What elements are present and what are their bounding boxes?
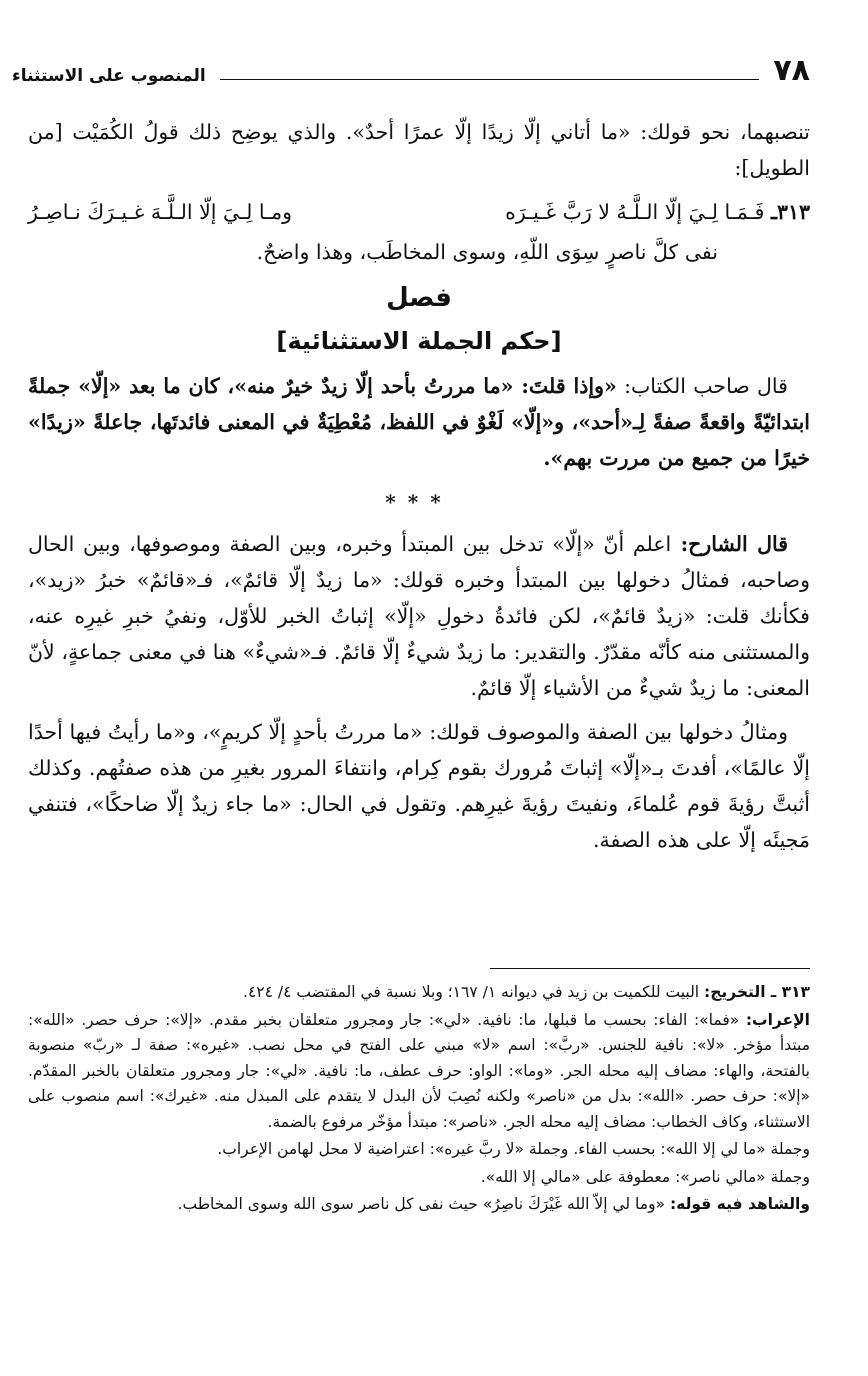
verse-first-text: فَـمَـا لِـيَ إلّا الـلَّـهُ لا رَبَّ غَـيـرَه (505, 200, 765, 224)
paragraph-examples: ومثالُ دخولها بين الصفة والموصوف قولك: «ما مررتُ بأحدٍ إلّا كريمٍ»، و«ما رأيتُ فيها أحدًا إلّا عالمًا»، أفدتَ بـ«إلّا» إثباتَ مُرورك بقوم كِرام، وانتفاءَ المرور بغيرِ من هذه صفتُهم. وكذلك أثبتَّ رؤيةَ قوم عُلماءَ، ونفيتَ رؤيةَ غيرِهم. وتقول في الحال: «ما جاء زيدٌ إلّا ضاحكًا»، فتنفي مَجيئَه إلّا على هذه الصفة. (28, 720, 810, 852)
shahid-text: «وما لي إلاّ الله غَيْرَكَ ناصِرُ» حيث نفى كل ناصر سوى الله وسوى المخاطب. (177, 1195, 666, 1213)
commentator-label: قال الشارح: (671, 532, 789, 556)
shahid-label: والشاهد فيه قوله: (669, 1195, 810, 1213)
author-quote-text: «وإذا قلتَ: «ما مررتُ بأحد إلّا زيدٌ خيرٌ منه»، كان ما بعد «إلّا» جملةً ابتدائيّةً واقعةً صفةً لِـ«أحد»، و«إلّا» لَغْوٌ في اللفظ، مُعْطِيَةٌ في المعنى فائدتَها، جاعلةً «زيدًا» خيرًا من جميع من مررت بهم». (28, 374, 810, 470)
footnote-takhrij (28, 980, 810, 1006)
author-quote (28, 368, 810, 476)
paragraph-intro: تنصبهما، نحو قولك: «ما أتاني إلّا زيدًا إلّا عمرًا أحدٌ». والذي يوضِح ذلك قولُ الكُمَيْت [من الطويل]: (28, 120, 810, 180)
irab-text: «فما»: الفاء: بحسب ما قبلها، ما: نافية. «لي»: جار ومجرور متعلقان بخبر مقدم. «إلا»: حرف حصر. «الله»: مبتدأ مؤخر. «لا»: نافية للجنس. «ربَّ»: اسم «لا» مبني على الفتح في محل نصب. «غيره»: صفة لـ «ربّ» منصوبة بالفتحة، والهاء: مضاف إليه محله الجر. «وما»: الواو: حرف عطف، ما: نافية. «لي»: جار ومجرور متعلقان بالخبر المقدّم. «إلا»: حرف حصر. «الله»: بدل من «ناصر» ولكنه نُصِبَ لأن البدل لا يتقدم على المبدل منه. «غيرك»: اسم منصوب على الاستثناء، وكاف الخطاب: مضاف إليه محله الجر. «ناصر»: مبتدأ مؤخّر مرفوع بالضمة. (28, 1010, 810, 1131)
verse-second-hemistich: ومـا لِـيَ إلّا الـلَّـهَ غـيـرَكَ نـاصِـرُ (28, 200, 292, 224)
commentary-paragraph (28, 526, 810, 706)
verse-first-hemistich (505, 194, 810, 230)
header-rule (220, 79, 760, 80)
takhrij-text: البيت للكميت بن زيد في ديوانه ١/ ١٦٧؛ وبلا نسبة في المقتضب ٤/ ٤٢٤. (243, 983, 700, 1001)
footnote-jumla-2: وجملة «مالي ناصر»: معطوفة على «مالي إلا الله». (480, 1167, 810, 1186)
main-text (28, 114, 810, 866)
footnote-shahid (28, 1192, 810, 1218)
separator-stars: *** (385, 490, 453, 514)
page-number: ٧٨ (773, 53, 810, 88)
footnote-rule (490, 968, 810, 969)
running-title: المنصوب على الاستثناء (12, 66, 206, 86)
irab-label: الإعراب: (745, 1010, 810, 1029)
verse-explanation: نفى كلَّ ناصرٍ سِوَى اللّهِ، وسوى المخاطَب، وهذا واضحٌ. (256, 240, 718, 264)
verse-number: ٣١٣ـ (770, 200, 810, 224)
footnotes (28, 980, 810, 1220)
footnote-jumla-1: وجملة «ما لي إلا الله»: بحسب الفاء. وجملة «لا ربَّ غيره»: اعتراضية لا محل لهامن الإعراب. (217, 1140, 810, 1158)
footnote-irab (28, 1008, 810, 1136)
author-quote-intro: قال صاحب الكتاب: (616, 374, 788, 398)
commentary-text: اعلم أنّ «إلّا» تدخل بين المبتدأ وخبره، وبين الصفة وموصوفها، وبين الحال وصاحبه، فمثالُ دخولها بين المبتدأ وخبره قولك: «ما زيدٌ إلّا قائمٌ»، فـ«قائمٌ» خبرُ «زيد»، فكأنك قلت: «زيدٌ قائمٌ»، لكن فائدةُ دخولِ «إلّا» إثباتُ الخبر للأوّل، ونفيُ خبرِ غيرِه عنه، والمستثنى منه كأنّه مقدّرٌ. والتقدير: ما زيدٌ شيءٌ إلّا قائمٌ. فـ«شيءٌ» هنا في معنى جماعةٍ، لأنّ المعنى: ما زيدٌ شيءٌ من الأشياء إلّا قائمٌ. (28, 532, 810, 700)
poetry-verse (28, 194, 810, 230)
takhrij-label: ٣١٣ ـ التخريج: (704, 983, 810, 1001)
page-header (12, 50, 810, 86)
section-subtitle: [حكم الجملة الاستثنائية] (276, 327, 562, 355)
section-title: فصل (386, 283, 452, 313)
